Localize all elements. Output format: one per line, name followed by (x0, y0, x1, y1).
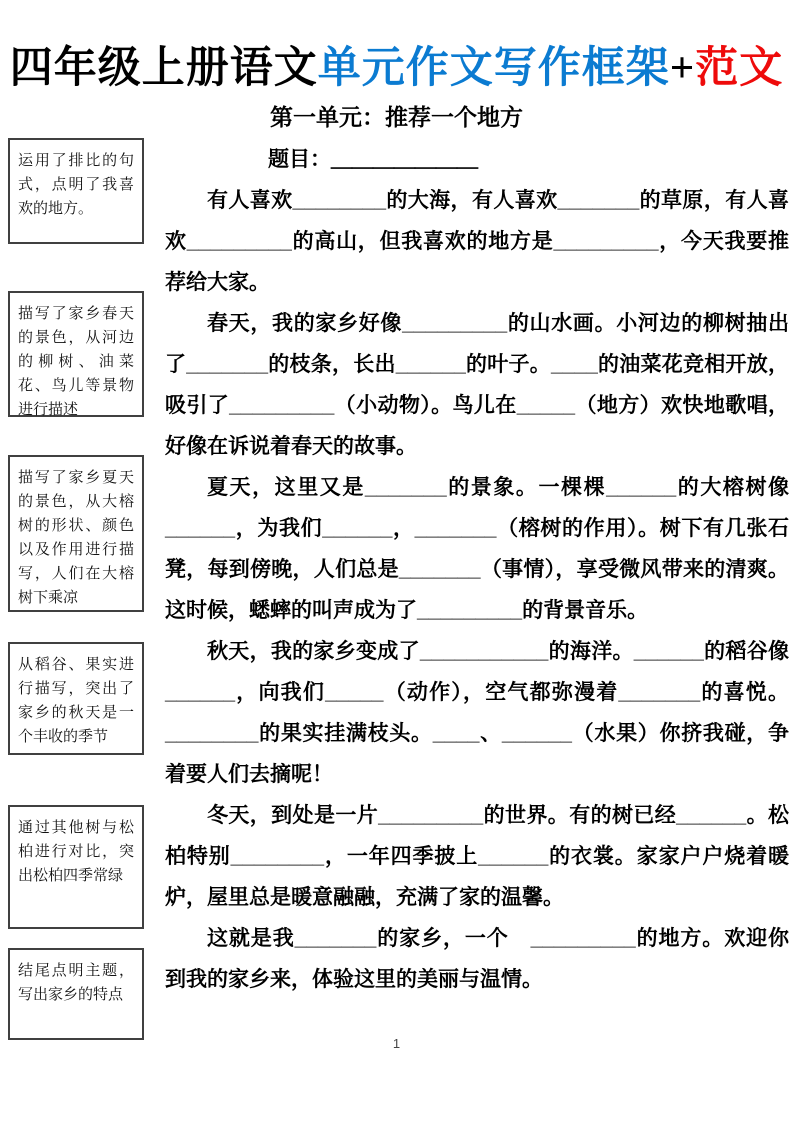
title-grade-segment: 四年级上册语文 (9, 45, 318, 92)
unit-subtitle: 第一单元：推荐一个地方 (270, 104, 523, 130)
title-plus-sign: + (669, 45, 696, 92)
annotation-box-intro: 运用了排比的句式，点明了我喜欢的地方。 (8, 138, 144, 244)
essay-body (165, 139, 789, 1000)
annotation-box-ending: 结尾点明主题，写出家乡的特点 (8, 948, 144, 1040)
annotation-box-spring: 描写了家乡春天的景色，从河边的柳树、油菜花、鸟儿等景物进行描述 (8, 291, 144, 417)
annotation-box-summer: 描写了家乡夏天的景色，从大榕树的形状、颜色以及作用进行描写，人们在大榕树下乘凉 (8, 455, 144, 612)
title-sample-segment: 范文 (695, 45, 784, 92)
topic-line (165, 139, 789, 180)
document-title (0, 34, 793, 95)
essay-paragraph-autumn: 秋天，我的家乡变成了___________的海洋。______的稻谷像______，向我们_____（动作），空气都弥漫着_______的喜悦。________的果实挂满枝头。____、______（水果）你挤我碰，争着要人们去摘呢！ (165, 640, 789, 786)
essay-paragraph-ending: 这就是我_______的家乡，一个 _________的地方。欢迎你到我的家乡来，体验这里的美丽与温情。 (165, 927, 789, 991)
essay-paragraph-winter: 冬天，到处是一片_________的世界。有的树已经______。松柏特别________，一年四季披上______的衣裳。家家户户烧着暖炉，屋里总是暖意融融，充满了家的温馨。 (165, 804, 789, 909)
topic-blank: ＿＿＿＿＿＿＿ (331, 148, 478, 171)
essay-paragraph-spring: 春天，我的家乡好像_________的山水画。小河边的柳树抽出了_______的枝条，长出______的叶子。____的油菜花竞相开放，吸引了_________（小动物）。鸟儿在_____（地方）欢快地歌唱，好像在诉说着春天的故事。 (165, 312, 789, 458)
title-framework-segment: 单元作文写作框架 (317, 45, 670, 92)
page-number: 1 (392, 1036, 401, 1051)
essay-paragraph-intro: 有人喜欢________的大海，有人喜欢_______的草原，有人喜欢_________的高山，但我喜欢的地方是_________，今天我要推荐给大家。 (165, 189, 789, 294)
essay-paragraph-summer: 夏天，这里又是_______的景象。一棵棵______的大榕树像______，为我们______，_______（榕树的作用）。树下有几张石凳，每到傍晚，人们总是_______（事情），享受微风带来的清爽。这时候，蟋蟀的叫声成为了_________的背景音乐。 (165, 476, 789, 622)
topic-label: 题目： (268, 148, 331, 171)
annotation-box-winter: 通过其他树与松柏进行对比，突出松柏四季常绿 (8, 805, 144, 929)
annotation-box-autumn: 从稻谷、果实进行描写，突出了家乡的秋天是一个丰收的季节 (8, 642, 144, 755)
